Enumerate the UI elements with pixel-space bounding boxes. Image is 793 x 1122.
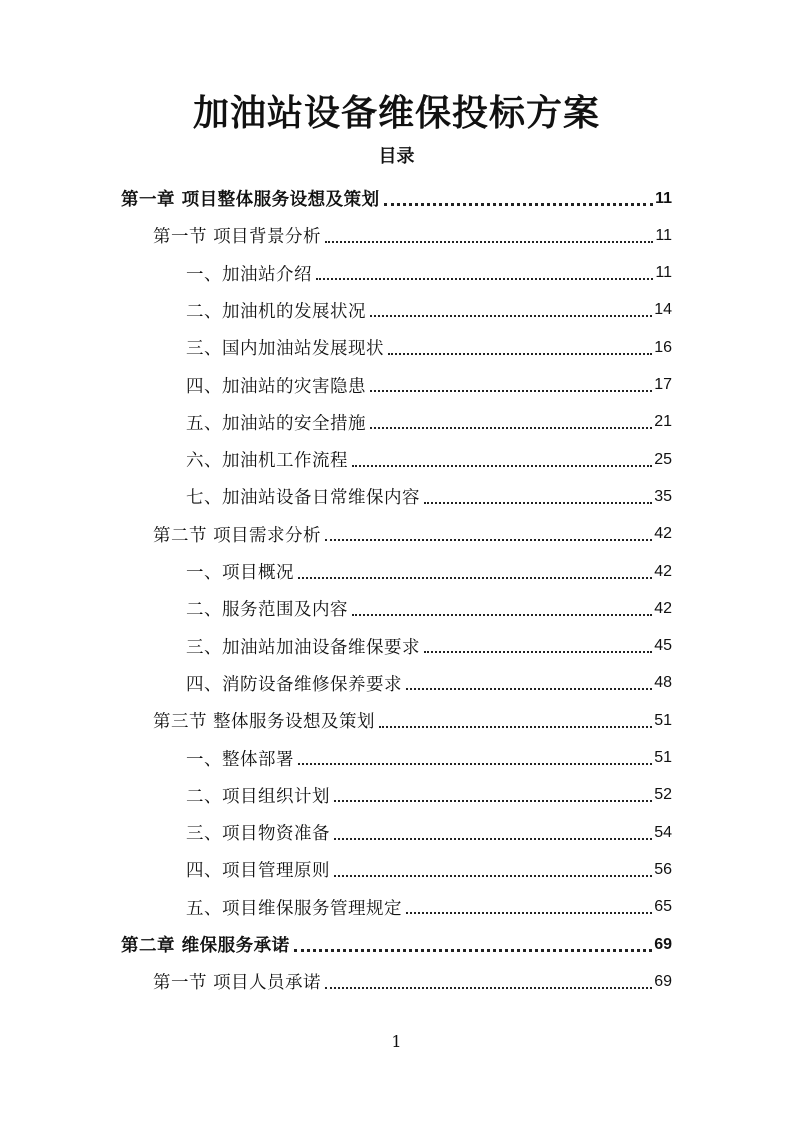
toc-entry-label: 一、项目概况 bbox=[186, 563, 294, 583]
toc-dot-leader bbox=[298, 763, 652, 765]
toc-entry[interactable] bbox=[0, 516, 793, 553]
toc-entry[interactable] bbox=[0, 217, 793, 254]
toc-entry[interactable] bbox=[0, 441, 793, 478]
toc-entry-label: 三、加油站加油设备维保要求 bbox=[186, 637, 420, 658]
toc-entry-page: 16 bbox=[654, 338, 672, 356]
toc-entry-page: 11 bbox=[655, 264, 672, 282]
toc-dot-leader bbox=[406, 688, 652, 690]
toc-entry[interactable] bbox=[0, 478, 793, 515]
toc-entry[interactable] bbox=[0, 590, 793, 627]
toc-entry[interactable] bbox=[0, 963, 793, 1000]
toc-entry-page: 48 bbox=[654, 674, 672, 692]
toc-entry-page: 69 bbox=[654, 935, 672, 953]
toc-entry-label: 七、加油站设备日常维保内容 bbox=[186, 488, 420, 509]
toc-dot-leader bbox=[406, 912, 652, 914]
toc-heading: 目录 bbox=[378, 146, 415, 167]
toc-entry-label: 三、国内加油站发展现状 bbox=[186, 339, 384, 360]
toc-dot-leader bbox=[370, 427, 652, 429]
toc-entry[interactable] bbox=[0, 926, 793, 963]
toc-entry-page: 11 bbox=[655, 226, 672, 244]
toc-entry[interactable] bbox=[0, 329, 793, 366]
toc-entry[interactable] bbox=[0, 367, 793, 404]
toc-entry-page: 51 bbox=[654, 749, 672, 766]
toc-entry-page: 25 bbox=[654, 450, 672, 468]
toc-entry-label: 二、加油机的发展状况 bbox=[186, 301, 366, 322]
toc-dot-leader bbox=[379, 726, 652, 728]
toc-entry-page: 52 bbox=[654, 786, 672, 804]
toc-entry-label: 六、加油机工作流程 bbox=[186, 451, 348, 472]
toc-entry-label: 五、加油站的安全措施 bbox=[186, 413, 366, 434]
toc-dot-leader bbox=[325, 241, 653, 243]
toc-entry-page: 54 bbox=[654, 823, 672, 841]
toc-dot-leader bbox=[424, 502, 652, 504]
toc-entry-label: 第二节 项目需求分析 bbox=[153, 525, 322, 546]
toc-entry-label: 第一节 项目人员承诺 bbox=[153, 973, 322, 994]
toc-entry[interactable] bbox=[0, 628, 793, 665]
toc-entry-page: 42 bbox=[654, 599, 672, 617]
toc-dot-leader bbox=[352, 465, 652, 467]
toc-entry-label: 第二章 维保服务承诺 bbox=[121, 936, 290, 956]
document-title: 加油站设备维保投标方案 bbox=[192, 92, 600, 134]
toc-entry-label: 第一章 项目整体服务设想及策划 bbox=[121, 190, 380, 210]
toc-dot-leader bbox=[294, 949, 653, 952]
toc-entry-page: 51 bbox=[654, 711, 672, 729]
toc-entry[interactable] bbox=[0, 255, 793, 292]
toc-entry-page: 42 bbox=[654, 562, 672, 580]
toc-entry-page: 21 bbox=[654, 413, 672, 431]
toc-entry-label: 五、项目维保服务管理规定 bbox=[186, 898, 402, 919]
toc-entry-page: 11 bbox=[655, 189, 672, 207]
toc-entry[interactable] bbox=[0, 180, 793, 217]
toc-entry[interactable] bbox=[0, 814, 793, 851]
toc-dot-leader bbox=[325, 987, 652, 989]
page-number: 1 bbox=[391, 1032, 402, 1051]
toc-dot-leader bbox=[388, 353, 652, 355]
toc-entry-label: 第三节 整体服务设想及策划 bbox=[153, 712, 376, 733]
toc-entry-page: 45 bbox=[654, 637, 672, 655]
toc-entry-page: 69 bbox=[654, 972, 672, 990]
toc-entry-label: 一、加油站介绍 bbox=[186, 264, 312, 285]
toc-entry-label: 三、项目物资准备 bbox=[186, 824, 330, 845]
toc-entry-label: 一、整体部署 bbox=[186, 749, 294, 770]
toc-entry[interactable] bbox=[0, 292, 793, 329]
toc-entry-label: 四、消防设备维修保养要求 bbox=[186, 674, 402, 695]
toc-entry-label: 四、加油站的灾害隐患 bbox=[186, 376, 366, 397]
toc-entry-page: 56 bbox=[654, 860, 672, 878]
toc-entry-page: 17 bbox=[654, 376, 672, 393]
toc-entry[interactable] bbox=[0, 665, 793, 702]
toc-entry-label: 二、服务范围及内容 bbox=[186, 600, 348, 621]
toc-entry[interactable] bbox=[0, 889, 793, 926]
toc-dot-leader bbox=[352, 614, 652, 616]
toc-entry[interactable] bbox=[0, 702, 793, 739]
toc-entry[interactable] bbox=[0, 851, 793, 888]
toc-entry-label: 四、项目管理原则 bbox=[186, 861, 330, 882]
toc-dot-leader bbox=[424, 651, 652, 653]
toc-entry-label: 二、项目组织计划 bbox=[186, 786, 330, 807]
toc-entry-label: 第一节 项目背景分析 bbox=[153, 227, 322, 248]
toc-dot-leader bbox=[316, 278, 653, 280]
toc-dot-leader bbox=[325, 539, 652, 541]
toc-dot-leader bbox=[298, 577, 652, 579]
toc-dot-leader bbox=[370, 315, 652, 317]
toc-dot-leader bbox=[370, 390, 652, 392]
toc-entry[interactable] bbox=[0, 777, 793, 814]
toc-entry-page: 35 bbox=[654, 487, 672, 505]
toc-entry-page: 65 bbox=[654, 898, 672, 916]
toc-dot-leader bbox=[334, 800, 652, 802]
toc-entry[interactable] bbox=[0, 404, 793, 441]
toc-entry-page: 42 bbox=[654, 525, 672, 543]
toc-entry-page: 14 bbox=[654, 301, 672, 319]
toc-dot-leader bbox=[334, 838, 652, 840]
toc-entry[interactable] bbox=[0, 553, 793, 590]
toc-entry[interactable] bbox=[0, 740, 793, 777]
toc-dot-leader bbox=[334, 875, 652, 877]
toc-dot-leader bbox=[384, 203, 653, 206]
